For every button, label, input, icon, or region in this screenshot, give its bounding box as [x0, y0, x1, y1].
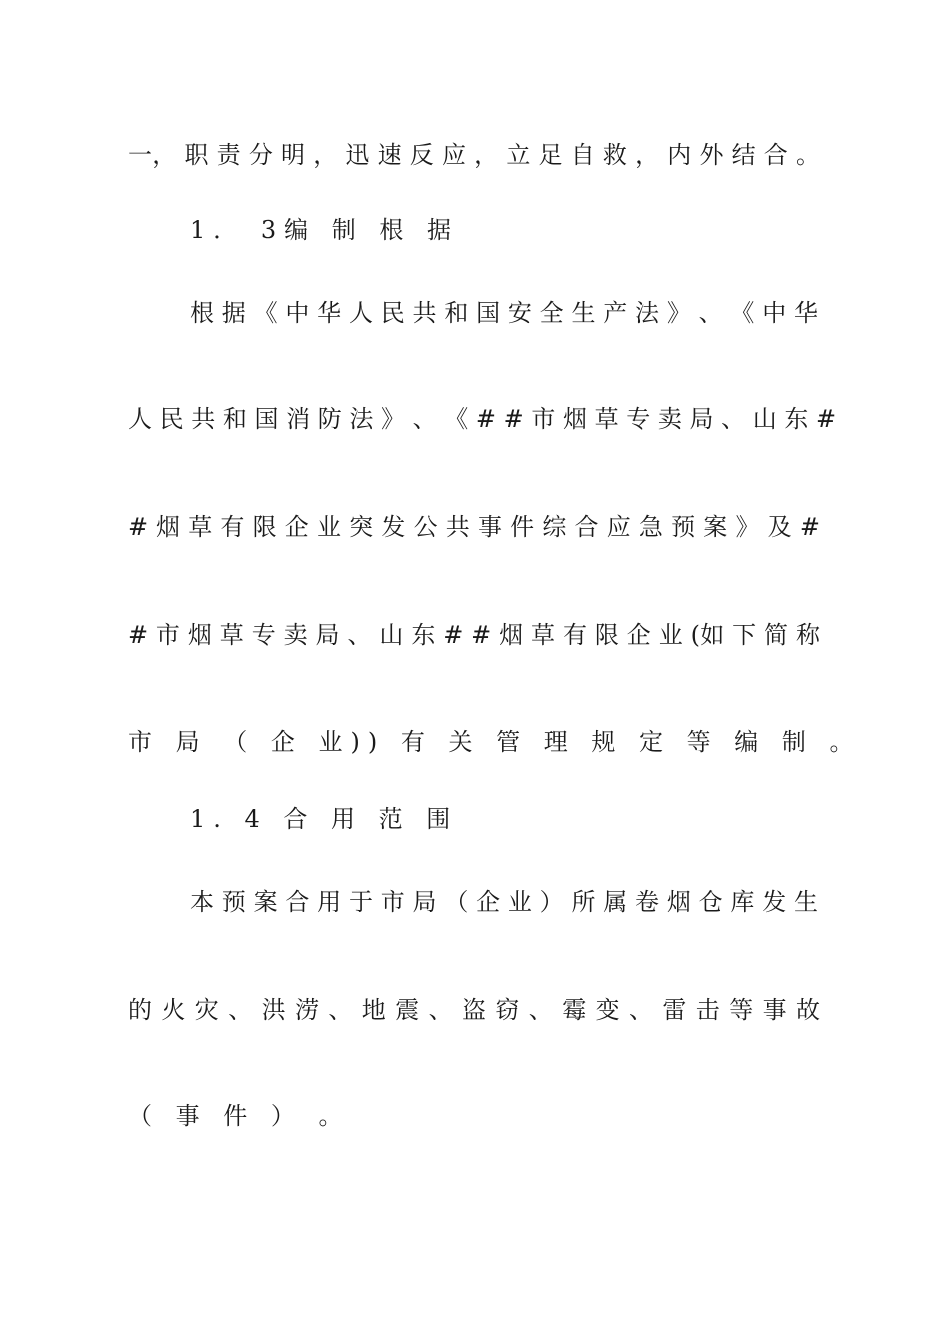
- section-heading-1-3: 1． 3编 制 根 据: [190, 216, 460, 244]
- scope-paragraph-line-3: （ 事 件 ） 。: [128, 1102, 351, 1130]
- principle-line: 一， 职 责 分 明 ， 迅 速 反 应 ， 立 足 自 救 ， 内 外 结 合 。: [128, 141, 820, 169]
- scope-paragraph-line-1: 本 预 案 合 用 于 市 局 （ 企 业 ） 所 属 卷 烟 仓 库 发 生: [190, 888, 818, 916]
- scope-paragraph-line-2: 的 火 灾 、 洪 涝 、 地 震 、 盗 窃 、 霉 变 、 雷 击 等 事 故: [128, 996, 820, 1024]
- basis-paragraph-line-2: 人 民 共 和 国 消 防 法 》 、 《 # # 市 烟 草 专 卖 局 、 山 东 #: [128, 405, 837, 433]
- basis-paragraph-line-5: 市 局 （ 企 业)) 有 关 管 理 规 定 等 编 制 。: [128, 728, 862, 756]
- basis-paragraph-line-3: # 烟 草 有 限 企 业 突 发 公 共 事 件 综 合 应 急 预 案 》 及 #: [128, 513, 820, 541]
- basis-paragraph-line-1: 根 据 《 中 华 人 民 共 和 国 安 全 生 产 法 》 、 《 中 华: [190, 299, 818, 327]
- section-heading-1-4: 1. 4 合 用 范 围: [190, 805, 459, 833]
- basis-paragraph-line-4: # 市 烟 草 专 卖 局 、 山 东 # # 烟 草 有 限 企 业 (如 下 简 称: [128, 621, 820, 649]
